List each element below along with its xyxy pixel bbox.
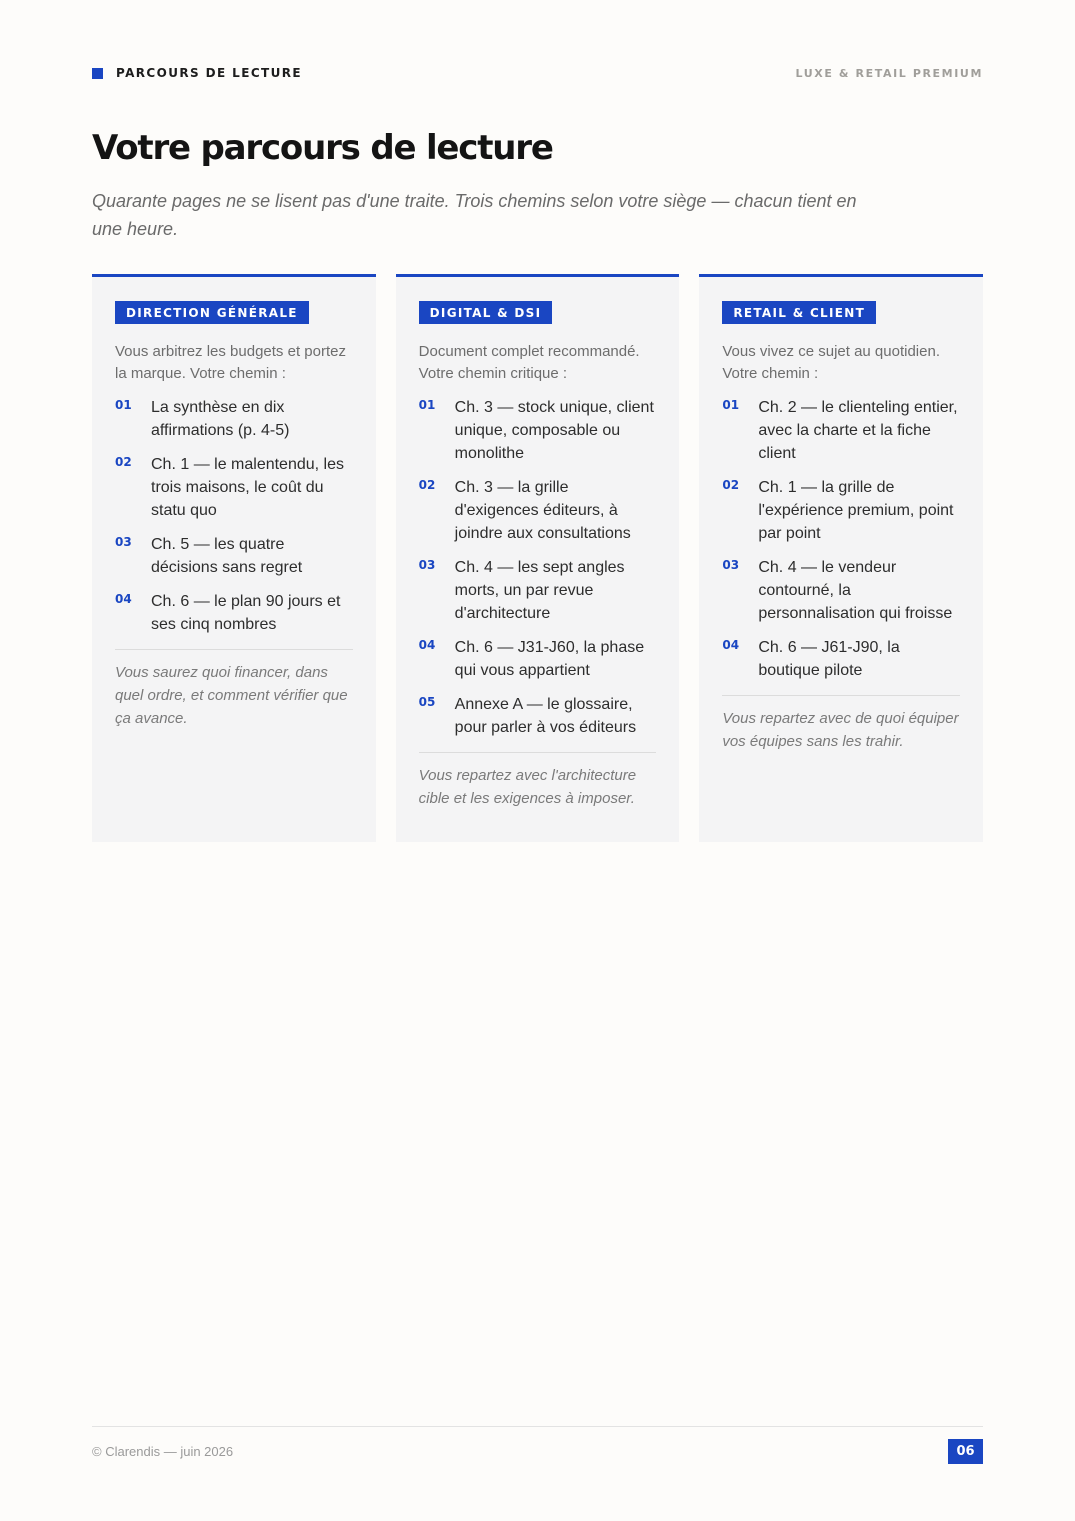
page-header bbox=[92, 66, 983, 80]
path-badge: DIRECTION GÉNÉRALE bbox=[115, 301, 309, 324]
path-card-direction-generale bbox=[92, 274, 376, 842]
page-title: Votre parcours de lecture bbox=[92, 128, 553, 168]
step-number: 03 bbox=[418, 558, 436, 572]
step-text: Ch. 6 — le plan 90 jours et ses cinq nombres bbox=[151, 593, 341, 633]
step-item bbox=[115, 453, 353, 522]
path-lead: Vous arbitrez les budgets et portez la marque. Votre chemin : bbox=[115, 343, 346, 382]
step-text: Ch. 2 — le clienteling entier, avec la charte et la fiche client bbox=[758, 399, 958, 462]
step-item bbox=[722, 476, 960, 545]
step-text: Ch. 1 — le malentendu, les trois maisons, le coût du statu quo bbox=[151, 456, 344, 519]
step-number: 03 bbox=[722, 558, 740, 572]
divider bbox=[115, 649, 353, 650]
step-number: 02 bbox=[722, 478, 740, 492]
step-number: 01 bbox=[418, 398, 436, 412]
step-item bbox=[115, 533, 353, 579]
path-lead: Document complet recommandé. Votre chemin critique : bbox=[418, 343, 640, 382]
step-number: 05 bbox=[418, 695, 436, 709]
divider bbox=[419, 752, 657, 753]
step-item bbox=[722, 396, 960, 465]
page-number: 06 bbox=[948, 1439, 983, 1464]
step-item bbox=[722, 636, 960, 682]
copyright: © Clarendis — juin 2026 bbox=[92, 1444, 234, 1459]
step-number: 04 bbox=[418, 638, 436, 652]
path-badge: DIGITAL & DSI bbox=[419, 301, 553, 324]
step-text: Annexe A — le glossaire, pour parler à vos éditeurs bbox=[454, 696, 637, 736]
step-text: Ch. 3 — la grille d'exigences éditeurs, à joindre aux consultations bbox=[454, 479, 631, 542]
path-badge: RETAIL & CLIENT bbox=[722, 301, 876, 324]
step-item bbox=[115, 396, 353, 442]
intro-text: Quarante pages ne se lisent pas d'une traite. Trois chemins selon votre siège — chacun tient en une heure. bbox=[92, 191, 857, 239]
step-item bbox=[419, 636, 657, 682]
step-text: Ch. 1 — la grille de l'expérience premium, point par point bbox=[758, 479, 954, 542]
path-outcome: Vous saurez quoi financer, dans quel ordre, et comment vérifier que ça avance. bbox=[115, 664, 348, 727]
step-list bbox=[722, 396, 960, 682]
step-item bbox=[722, 556, 960, 625]
step-number: 02 bbox=[418, 478, 436, 492]
step-list bbox=[115, 396, 353, 636]
step-number: 03 bbox=[115, 535, 132, 549]
path-lead: Vous vivez ce sujet au quotidien. Votre chemin : bbox=[722, 343, 940, 382]
step-number: 04 bbox=[722, 638, 740, 652]
step-text: Ch. 6 — J31-J60, la phase qui vous appartient bbox=[454, 639, 645, 679]
step-item bbox=[115, 590, 353, 636]
step-number: 02 bbox=[115, 455, 132, 469]
step-number: 01 bbox=[115, 398, 132, 412]
path-outcome: Vous repartez avec de quoi équiper vos équipes sans les trahir. bbox=[722, 710, 959, 750]
reading-paths bbox=[92, 274, 983, 842]
step-item bbox=[419, 396, 657, 465]
step-text: Ch. 3 — stock unique, client unique, composable ou monolithe bbox=[454, 399, 654, 462]
step-item bbox=[419, 556, 657, 625]
step-text: Ch. 4 — les sept angles morts, un par revue d'architecture bbox=[454, 559, 625, 622]
section-label: PARCOURS DE LECTURE bbox=[116, 66, 302, 80]
path-outcome: Vous repartez avec l'architecture cible et les exigences à imposer. bbox=[418, 767, 637, 807]
step-item bbox=[419, 476, 657, 545]
step-text: La synthèse en dix affirmations (p. 4-5) bbox=[151, 399, 290, 439]
page-footer bbox=[92, 1426, 983, 1464]
step-item bbox=[419, 693, 657, 739]
step-number: 04 bbox=[115, 592, 132, 606]
square-marker-icon bbox=[92, 68, 103, 79]
step-list bbox=[419, 396, 657, 739]
step-text: Ch. 6 — J61-J90, la boutique pilote bbox=[758, 639, 900, 679]
path-card-digital-dsi bbox=[396, 274, 680, 842]
step-text: Ch. 5 — les quatre décisions sans regret bbox=[151, 536, 303, 576]
step-number: 01 bbox=[722, 398, 740, 412]
path-card-retail-client bbox=[699, 274, 983, 842]
section-tag bbox=[92, 66, 302, 80]
step-text: Ch. 4 — le vendeur contourné, la personnalisation qui froisse bbox=[758, 559, 953, 622]
divider bbox=[722, 695, 960, 696]
brand-label: LUXE & RETAIL PREMIUM bbox=[795, 66, 983, 80]
